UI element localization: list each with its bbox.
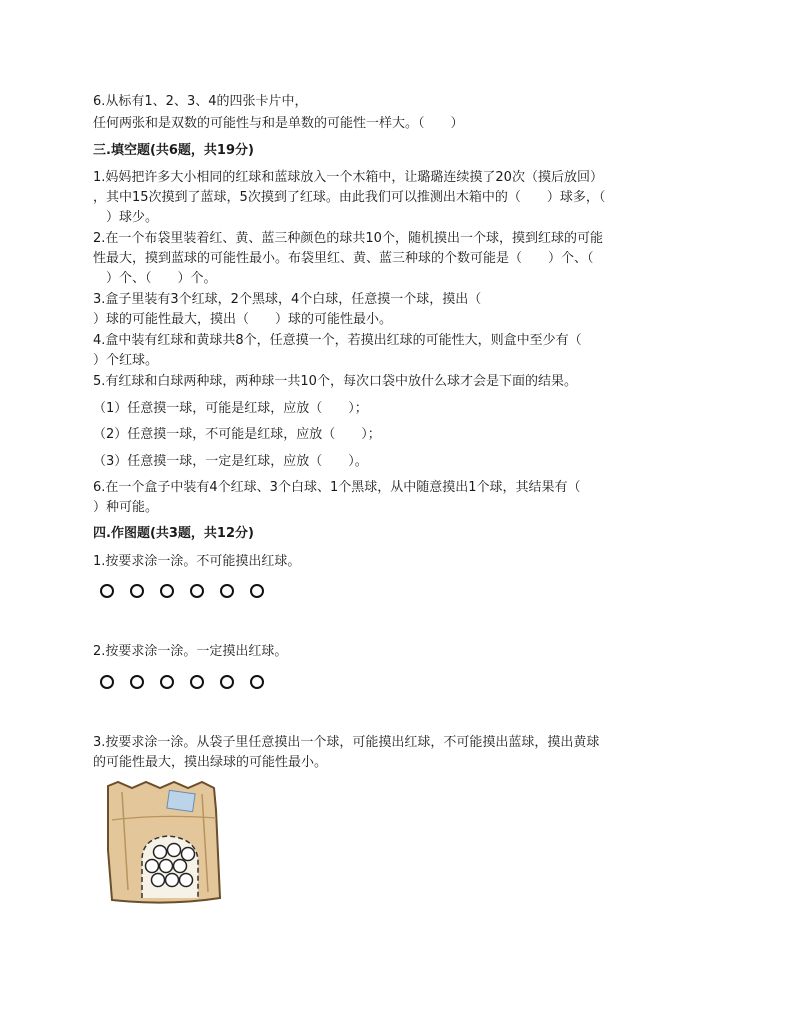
circle[interactable] xyxy=(100,675,114,689)
fill-q5-line1: 5.有红球和白球两种球，两种球一共10个，每次口袋中放什么球才会是下面的结果。 xyxy=(93,374,577,389)
bag-ball[interactable] xyxy=(166,874,179,887)
circle[interactable] xyxy=(130,675,144,689)
circle[interactable] xyxy=(160,675,174,689)
fill-q5-sub1: （1）任意摸一球，可能是红球，应放（ ）； xyxy=(93,401,368,416)
fill-q2-line3: ）个、（ ）个。 xyxy=(93,271,217,286)
bag-ball[interactable] xyxy=(182,848,195,861)
paper-bag-illustration xyxy=(98,780,238,910)
fill-q3-line1: 3.盒子里装有3个红球，2个黑球，4个白球，任意摸一个球，摸出（ xyxy=(93,292,482,307)
draw-q1-circles xyxy=(100,584,264,598)
fill-q1-line2: ，其中15次摸到了蓝球，5次摸到了红球。由此我们可以推测出木箱中的（ ）球多，（ xyxy=(93,190,606,205)
bag-ball[interactable] xyxy=(168,844,181,857)
bag-ball[interactable] xyxy=(160,860,173,873)
draw-q1-text: 1.按要求涂一涂。不可能摸出红球。 xyxy=(93,554,301,569)
fill-q1-line3: ）球少。 xyxy=(93,210,159,225)
fill-q4-line1: 4.盒中装有红球和黄球共8个，任意摸一个，若摸出红球的可能性大，则盒中至少有（ xyxy=(93,333,582,348)
bag-ball[interactable] xyxy=(152,874,165,887)
draw-q3-line2: 的可能性最大，摸出绿球的可能性最小。 xyxy=(93,755,328,770)
fill-q1-line1: 1.妈妈把许多大小相同的红球和蓝球放入一个木箱中，让璐璐连续摸了20次（摸后放回） xyxy=(93,170,603,185)
circle[interactable] xyxy=(190,675,204,689)
draw-q2-circles xyxy=(100,675,264,689)
circle[interactable] xyxy=(250,675,264,689)
circle[interactable] xyxy=(220,584,234,598)
fill-q5-sub3: （3）任意摸一球，一定是红球，应放（ ）。 xyxy=(93,454,368,469)
circle[interactable] xyxy=(160,584,174,598)
section3-heading: 三.填空题(共6题，共19分) xyxy=(93,143,254,158)
bag-ball[interactable] xyxy=(180,874,193,887)
bag-ball[interactable] xyxy=(154,846,167,859)
bag-ball[interactable] xyxy=(174,860,187,873)
section4-heading: 四.作图题(共3题，共12分) xyxy=(93,526,254,541)
circle[interactable] xyxy=(100,584,114,598)
judge-q6-line2: 任何两张和是双数的可能性与和是单数的可能性一样大。（ ） xyxy=(93,116,464,131)
bag-label xyxy=(167,790,195,811)
fill-q3-line2: ）球的可能性最大，摸出（ ）球的可能性最小。 xyxy=(93,312,393,327)
fill-q6-line1: 6.在一个盒子中装有4个红球、3个白球、1个黑球，从中随意摸出1个球，其结果有（ xyxy=(93,480,581,495)
bag-ball[interactable] xyxy=(146,860,159,873)
circle[interactable] xyxy=(130,584,144,598)
circle[interactable] xyxy=(190,584,204,598)
circle[interactable] xyxy=(220,675,234,689)
fill-q2-line1: 2.在一个布袋里装着红、黄、蓝三种颜色的球共10个，随机摸出一个球，摸到红球的可能 xyxy=(93,231,603,246)
circle[interactable] xyxy=(250,584,264,598)
draw-q3-line1: 3.按要求涂一涂。从袋子里任意摸出一个球，可能摸出红球，不可能摸出蓝球，摸出黄球 xyxy=(93,735,600,750)
fill-q4-line2: ）个红球。 xyxy=(93,353,159,368)
draw-q2-text: 2.按要求涂一涂。一定摸出红球。 xyxy=(93,644,288,659)
judge-q6-line1: 6.从标有1、2、3、4的四张卡片中， xyxy=(93,94,308,109)
fill-q5-sub2: （2）任意摸一球，不可能是红球，应放（ ）； xyxy=(93,427,381,442)
fill-q6-line2: ）种可能。 xyxy=(93,500,159,515)
fill-q2-line2: 性最大，摸到蓝球的可能性最小。布袋里红、黄、蓝三种球的个数可能是（ ）个、（ xyxy=(93,251,594,266)
